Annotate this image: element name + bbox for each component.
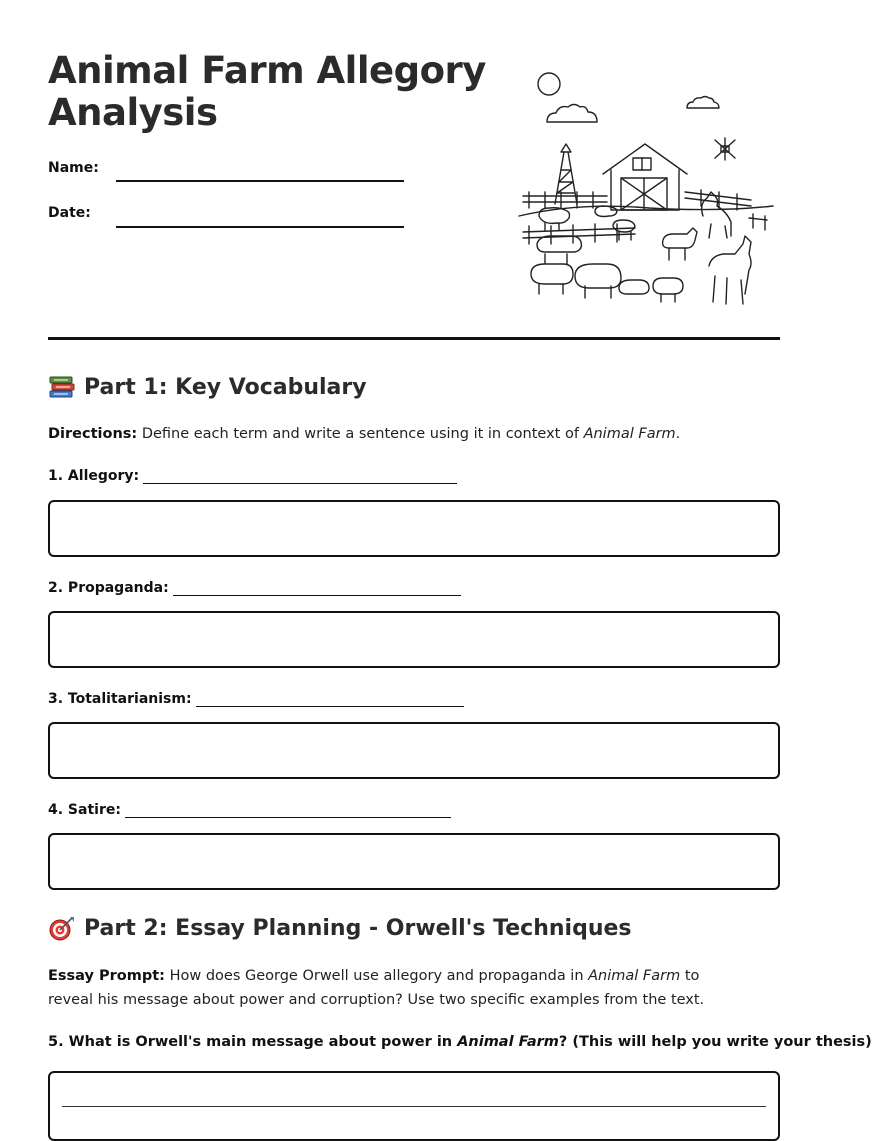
- part2-heading-text: Part 2: Essay Planning - Orwell's Techniques: [84, 915, 632, 941]
- name-label: Name:: [48, 160, 99, 176]
- term-4-answer-box[interactable]: [48, 833, 780, 890]
- directions-text: Define each term and write a sentence using it in context of: [141, 426, 579, 442]
- directions-book-title: Animal Farm: [583, 426, 676, 442]
- term-4-blank[interactable]: [125, 804, 451, 818]
- question-5: [48, 1034, 872, 1050]
- term-3-answer-box[interactable]: [48, 722, 780, 779]
- part2-heading: [48, 915, 632, 941]
- term-1-blank[interactable]: [143, 470, 457, 484]
- date-label: Date:: [48, 205, 91, 221]
- directions-label: Directions:: [48, 426, 138, 442]
- prompt-label: Essay Prompt:: [48, 968, 165, 984]
- books-icon: [48, 374, 76, 400]
- writing-line: [62, 1106, 766, 1107]
- date-line[interactable]: [116, 226, 404, 228]
- term-3-text: 3. Totalitarianism:: [48, 691, 192, 707]
- q5-end: ? (This will help you write your thesis): [558, 1034, 872, 1050]
- prompt-book-title: Animal Farm: [588, 968, 681, 984]
- farm-illustration-icon: [515, 66, 775, 311]
- prompt-text-1: How does George Orwell use allegory and propaganda in: [169, 968, 584, 984]
- directions-end: .: [675, 426, 681, 442]
- page-title: Animal Farm Allegory Analysis: [48, 49, 486, 134]
- term-1-label: [48, 468, 457, 484]
- target-icon: [48, 915, 76, 941]
- name-line[interactable]: [116, 180, 404, 182]
- term-3-blank[interactable]: [196, 693, 464, 707]
- term-2-answer-box[interactable]: [48, 611, 780, 668]
- question-5-answer-box[interactable]: [48, 1071, 780, 1141]
- term-4-text: 4. Satire:: [48, 802, 121, 818]
- q5-book-title: Animal Farm: [457, 1034, 559, 1050]
- prompt-text-2: to reveal his message about power and corruption? Use two specific examples from the text.: [48, 968, 705, 1008]
- part1-heading: [48, 374, 367, 400]
- part1-directions: [48, 422, 788, 446]
- q5-start: 5. What is Orwell's main message about power in: [48, 1034, 453, 1050]
- header-divider: [48, 337, 780, 340]
- essay-prompt: [48, 964, 748, 1012]
- term-1-text: 1. Allegory:: [48, 468, 140, 484]
- term-2-label: [48, 580, 461, 596]
- term-3-label: [48, 691, 464, 707]
- part1-heading-text: Part 1: Key Vocabulary: [84, 374, 367, 400]
- term-4-label: [48, 802, 451, 818]
- term-2-blank[interactable]: [173, 582, 461, 596]
- term-2-text: 2. Propaganda:: [48, 580, 169, 596]
- term-1-answer-box[interactable]: [48, 500, 780, 557]
